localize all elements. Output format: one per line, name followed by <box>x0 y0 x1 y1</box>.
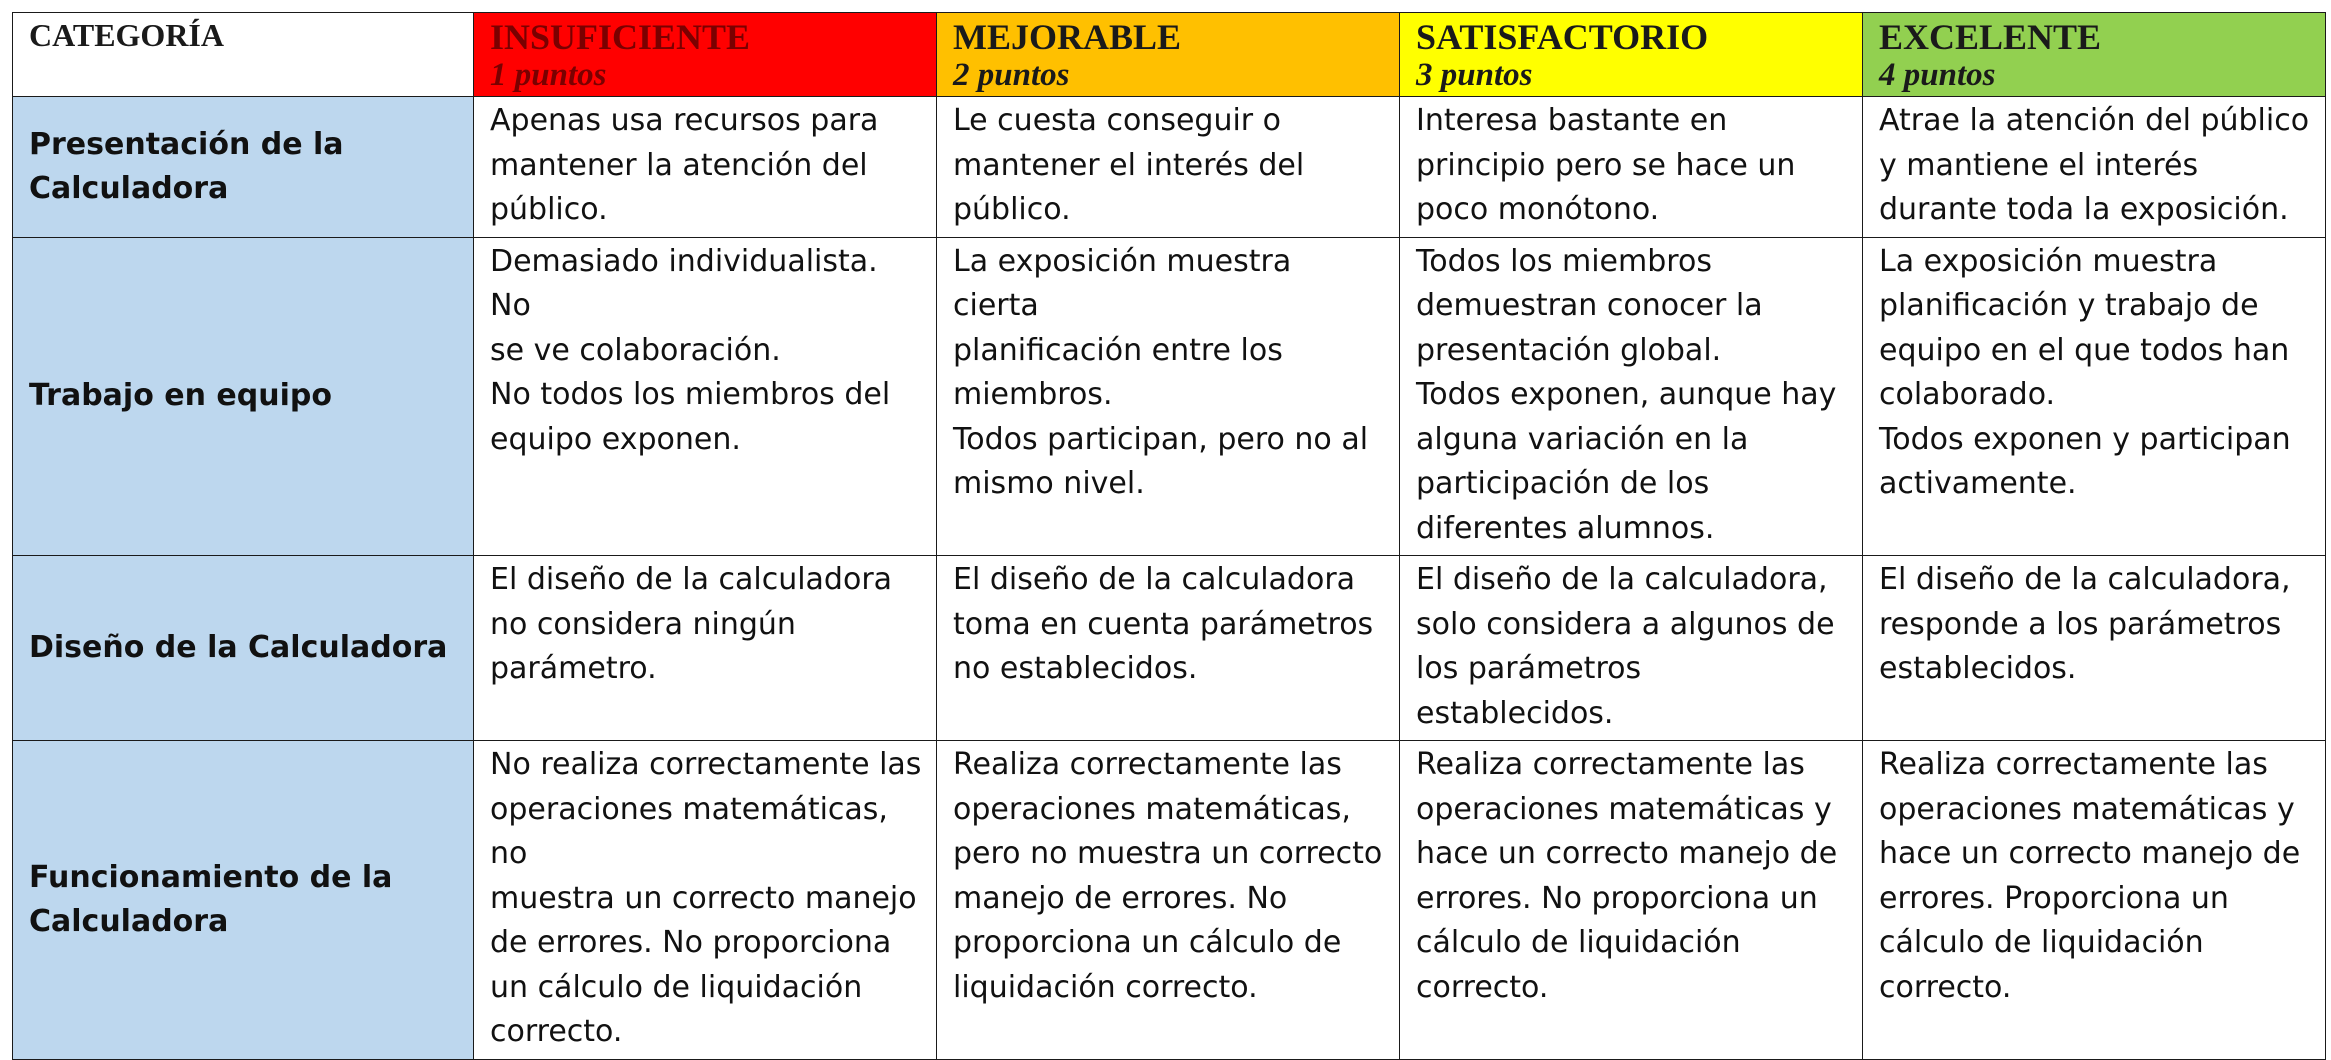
cell-mejorable <box>937 741 1400 1060</box>
category-label: Trabajo en equipo <box>29 378 332 414</box>
level-points: 1 puntos <box>490 57 607 93</box>
table-row <box>13 237 2326 556</box>
cell-text: El diseño de la calculadora no considera ningún parámetro. <box>490 562 893 686</box>
table-row <box>13 741 2326 1060</box>
table-row <box>13 97 2326 238</box>
cell-satisfactorio <box>1400 556 1863 741</box>
category-presentacion <box>13 97 474 238</box>
category-diseno <box>13 556 474 741</box>
table-row <box>13 556 2326 741</box>
level-name: EXCELENTE <box>1879 17 2102 57</box>
cell-mejorable <box>937 97 1400 238</box>
cell-text: Atrae la atención del público y mantiene el interés durante toda la exposición. <box>1879 103 2310 227</box>
cell-excelente <box>1863 237 2326 556</box>
cell-text: La exposición muestra planificación y trabajo de equipo en el que todos han colaborado. Todos exponen y participan activamente. <box>1879 243 2291 501</box>
category-funcionamiento <box>13 741 474 1060</box>
cell-text: Realiza correctamente las operaciones matemáticas y hace un correcto manejo de errores. Proporciona un cálculo de liquidación correcto. <box>1879 747 2301 1005</box>
cell-excelente <box>1863 556 2326 741</box>
header-category: CATEGORÍA <box>13 13 474 97</box>
header-level-mejorable <box>937 13 1400 97</box>
cell-text: Le cuesta conseguir o mantener el interés del público. <box>953 103 1305 227</box>
cell-text: Demasiado individualista. No se ve colaboración. No todos los miembros del equipo exponen. <box>490 243 891 457</box>
rubric-table <box>12 12 2326 1060</box>
cell-text: Interesa bastante en principio pero se hace un poco monótono. <box>1416 103 1796 227</box>
category-trabajo-equipo <box>13 237 474 556</box>
cell-insuficiente <box>474 237 937 556</box>
cell-text: Realiza correctamente las operaciones matemáticas, pero no muestra un correcto manejo de errores. No proporciona un cálculo de liquidación correcto. <box>953 747 1383 1005</box>
header-level-satisfactorio <box>1400 13 1863 97</box>
cell-text: El diseño de la calculadora toma en cuenta parámetros no establecidos. <box>953 562 1374 686</box>
cell-mejorable <box>937 556 1400 741</box>
level-points: 2 puntos <box>953 57 1070 93</box>
cell-satisfactorio <box>1400 237 1863 556</box>
level-name: SATISFACTORIO <box>1416 17 1709 57</box>
header-level-excelente <box>1863 13 2326 97</box>
level-name: MEJORABLE <box>953 17 1182 57</box>
cell-mejorable <box>937 237 1400 556</box>
header-row <box>13 13 2326 97</box>
level-points: 4 puntos <box>1879 57 1996 93</box>
cell-text: No realiza correctamente las operaciones matemáticas, no muestra un correcto manejo de errores. No proporciona un cálculo de liquidación correcto. <box>490 747 922 1049</box>
category-label: Funcionamiento de la Calculadora <box>29 859 393 939</box>
cell-text: La exposición muestra cierta planificación entre los miembros. Todos participan, pero no al mismo nivel. <box>953 243 1369 501</box>
cell-text: Realiza correctamente las operaciones matemáticas y hace un correcto manejo de errores. No proporciona un cálculo de liquidación correcto. <box>1416 747 1838 1005</box>
cell-text: Todos los miembros demuestran conocer la presentación global. Todos exponen, aunque hay alguna variación en la participación de los diferentes alumnos. <box>1416 243 1837 546</box>
cell-insuficiente <box>474 741 937 1060</box>
category-label: Diseño de la Calculadora <box>29 630 448 665</box>
level-points: 3 puntos <box>1416 57 1533 93</box>
cell-insuficiente <box>474 97 937 238</box>
cell-text: El diseño de la calculadora, responde a los parámetros establecidos. <box>1879 562 2291 686</box>
cell-text: Apenas usa recursos para mantener la atención del público. <box>490 103 879 227</box>
level-name: INSUFICIENTE <box>490 17 751 57</box>
category-label: Presentación de la Calculadora <box>29 126 344 206</box>
cell-satisfactorio <box>1400 741 1863 1060</box>
header-level-insuficiente <box>474 13 937 97</box>
cell-insuficiente <box>474 556 937 741</box>
cell-excelente <box>1863 97 2326 238</box>
cell-excelente <box>1863 741 2326 1060</box>
cell-text: El diseño de la calculadora, solo considera a algunos de los parámetros establecidos. <box>1416 562 1835 731</box>
cell-satisfactorio <box>1400 97 1863 238</box>
